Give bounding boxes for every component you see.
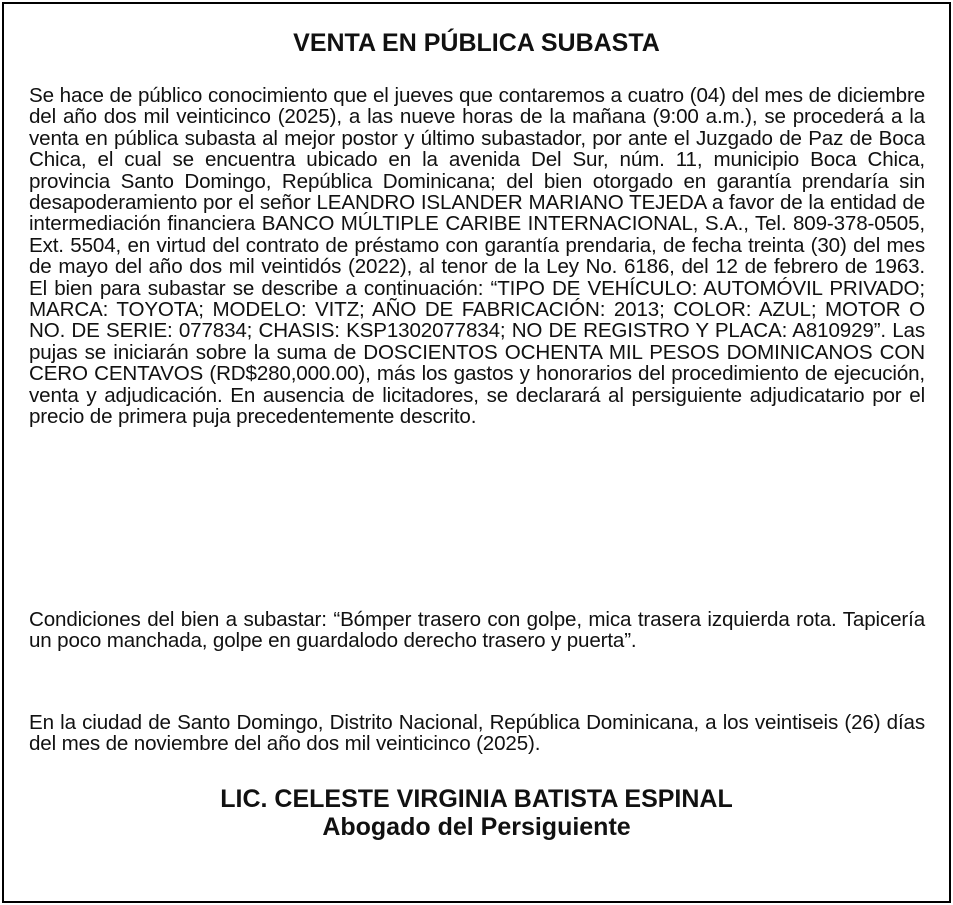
signatory-name: LIC. CELESTE VIRGINIA BATISTA ESPINAL (220, 785, 733, 813)
signatory-role: Abogado del Persiguiente (322, 813, 631, 841)
notice-title: VENTA EN PÚBLICA SUBASTA (293, 29, 660, 57)
notice-border (2, 2, 951, 903)
notice-paragraph-vehicle-conditions: Condiciones del bien a subastar: “Bómper trasero con golpe, mica trasera izquierda rota. Tapicería un poco manchada, golpe en guardalodo derecho trasero y puerta”. (29, 608, 925, 653)
notice-paragraph-place-date: En la ciudad de Santo Domingo, Distrito Nacional, República Dominicana, a los veintiseis (26) días del mes de noviembre del año dos mil veinticinco (2025). (29, 711, 925, 756)
notice-paragraph-auction-details: Se hace de público conocimiento que el jueves que contaremos a cuatro (04) del mes de diciembre del año dos mil veinticinco (2025), a las nueve horas de la mañana (9:00 a.m.), se procederá a la venta en pública subasta al mejor postor y último subastador, por ante el Juzgado de Paz de Boca Chica, el cual se encuentra ubicado en la avenida Del Sur, núm. 11, municipio Boca Chica, provincia Santo Domingo, República Dominicana; del bien otorgado en garantía prendaría sin desapoderamiento por el señor LEANDRO ISLANDER MARIANO TEJEDA a favor de la entidad de intermediación financiera BANCO MÚLTIPLE CARIBE INTERNACIONAL, S.A., Tel. 809-378-0505, Ext. 5504, en virtud del contrato de préstamo con garantía prendaria, de fecha treinta (30) del mes de mayo del año dos mil veintidós (2022), al tenor de la Ley No. 6186, del 12 de febrero de 1963. El bien para subastar se describe a continuación: “TIPO DE VEHÍCULO: AUTOMÓVIL PRIVADO; MARCA: TOYOTA; MODELO: VITZ; AÑO DE FABRICACIÓN: 2013; COLOR: AZUL; MOTOR O NO. DE SERIE: 077834; CHASIS: KSP1302077834; NO DE REGISTRO Y PLACA: A810929”. Las pujas se iniciarán sobre la suma de DOSCIENTOS OCHENTA MIL PESOS DOMINICANOS CON CERO CENTAVOS (RD$280,000.00), más los gastos y honorarios del procedimiento de ejecución, venta y adjudicación. En ausencia de licitadores, se declarará al persiguiente adjudicatario por el precio de primera puja precedentemente descrito. (29, 84, 925, 429)
